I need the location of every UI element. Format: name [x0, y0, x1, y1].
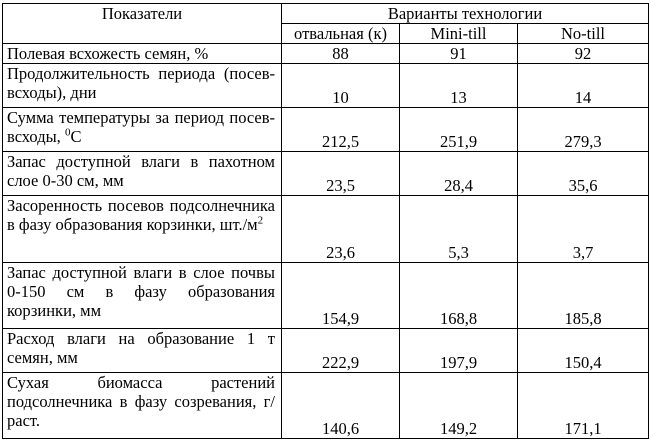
- column-header-no-till: No-till: [518, 24, 649, 44]
- table-cell: 23,5: [282, 152, 400, 196]
- table-cell: 171,1: [518, 372, 649, 438]
- row-label-text: Засоренность посевов подсолнечника в фазу образования корзинки, шт./м: [7, 196, 275, 235]
- row-label-unit: С: [70, 127, 82, 147]
- table-row: [3, 108, 649, 152]
- degree-superscript: 0: [64, 126, 71, 139]
- table-cell: 28,4: [400, 152, 518, 196]
- row-label: Полевая всхожесть семян, %: [3, 44, 282, 64]
- header-row: [3, 4, 649, 24]
- table-cell: 35,6: [518, 152, 649, 196]
- table-cell: 10: [282, 64, 400, 108]
- table-cell: 14: [518, 64, 649, 108]
- table-cell: 91: [400, 44, 518, 64]
- table-cell: 92: [518, 44, 649, 64]
- table-cell: 222,9: [282, 328, 400, 372]
- table-row: [3, 262, 649, 328]
- table-cell: 23,6: [282, 196, 400, 262]
- row-label: [3, 108, 282, 152]
- row-label: Запас доступной влаги в слое почвы 0-150 см в фазу образования корзинки, мм: [3, 262, 282, 328]
- table-cell: 150,4: [518, 328, 649, 372]
- column-header-plow: отвальная (к): [282, 24, 400, 44]
- data-table-container: [2, 3, 648, 439]
- table-row: [3, 44, 649, 64]
- table-cell: 168,8: [400, 262, 518, 328]
- table-row: [3, 152, 649, 196]
- row-label: Расход влаги на образование 1 т семян, мм: [3, 328, 282, 372]
- table-cell: 185,8: [518, 262, 649, 328]
- table-row: [3, 372, 649, 438]
- table-cell: 154,9: [282, 262, 400, 328]
- table-cell: 279,3: [518, 108, 649, 152]
- square-superscript: 2: [257, 214, 264, 227]
- row-label: Запас доступной влаги в пахотном слое 0-30 см, мм: [3, 152, 282, 196]
- table-row: [3, 196, 649, 262]
- row-label: Сухая биомасса растений подсолнечника в фазу созревания, г/раст.: [3, 372, 282, 438]
- table-cell: 13: [400, 64, 518, 108]
- row-label: [3, 196, 282, 262]
- table-cell: 197,9: [400, 328, 518, 372]
- variants-header: Варианты технологии: [282, 4, 649, 24]
- table-row: [3, 64, 649, 108]
- technology-comparison-table: [2, 3, 649, 439]
- table-cell: 212,5: [282, 108, 400, 152]
- table-cell: 251,9: [400, 108, 518, 152]
- table-row: [3, 328, 649, 372]
- table-cell: 140,6: [282, 372, 400, 438]
- table-cell: 5,3: [400, 196, 518, 262]
- row-label-text: Сумма температуры за период посев-всходы,: [7, 108, 275, 147]
- column-header-mini-till: Mini-till: [400, 24, 518, 44]
- indicators-header: Показатели: [3, 4, 282, 44]
- table-cell: 3,7: [518, 196, 649, 262]
- table-cell: 88: [282, 44, 400, 64]
- row-label: Продолжительность периода (посев-всходы), дни: [3, 64, 282, 108]
- table-cell: 149,2: [400, 372, 518, 438]
